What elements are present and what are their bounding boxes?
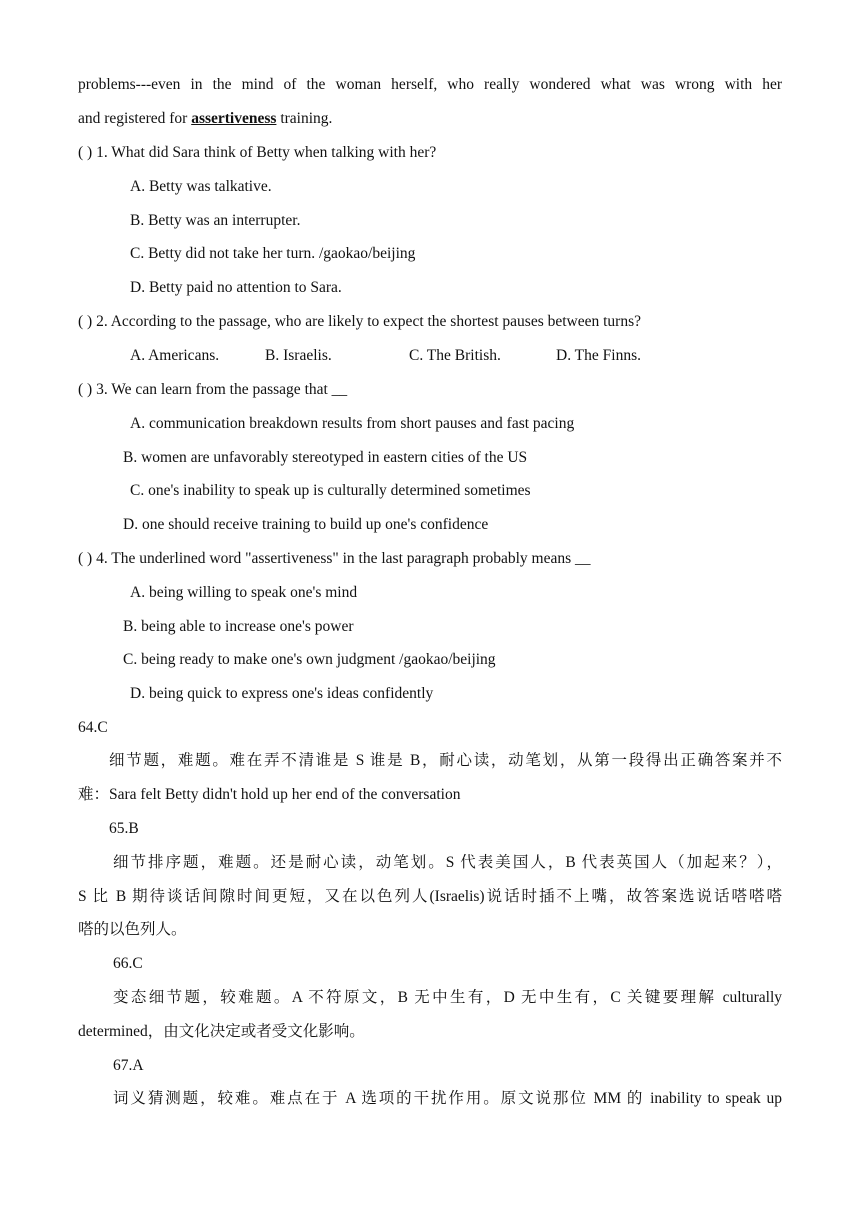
intro-line-2-post: training.: [276, 110, 333, 127]
answer-65-line-3: 嗒的以色列人。: [78, 921, 187, 938]
question-2-option-d: D. The Finns.: [556, 347, 641, 364]
question-3-option-a: A. communication breakdown results from short pauses and fast pacing: [130, 415, 575, 432]
question-4-option-d: D. being quick to express one's ideas confidently: [130, 685, 434, 702]
answer-67-line-1: 词义猜测题，较难。难点在于 A 选项的干扰作用。原文说那位 MM 的 inability to speak up: [113, 1090, 782, 1107]
question-3-option-c: C. one's inability to speak up is culturally determined sometimes: [130, 482, 531, 499]
question-4-option-a: A. being willing to speak one's mind: [130, 584, 358, 601]
intro-line-2: [78, 110, 332, 129]
question-3-stem: ( ) 3. We can learn from the passage that __: [78, 381, 348, 398]
answer-64-line-1: 细节题，难题。难在弄不清谁是 S 谁是 B，耐心读，动笔划，从第一段得出正确答案并不: [109, 752, 782, 769]
question-3-option-b: B. women are unfavorably stereotyped in eastern cities of the US: [123, 449, 528, 466]
question-2-option-b: B. Israelis.: [265, 347, 332, 364]
question-2-option-c: C. The British.: [409, 347, 501, 364]
question-4-option-b: B. being able to increase one's power: [123, 618, 354, 635]
intro-line-1: problems---even in the mind of the woman herself, who really wondered what was wrong with her: [78, 76, 782, 93]
question-1-option-d: D. Betty paid no attention to Sara.: [130, 279, 342, 296]
question-4-option-c: C. being ready to make one's own judgment /gaokao/beijing: [123, 651, 496, 668]
answer-64-line-2: 难：Sara felt Betty didn't hold up her end of the conversation: [78, 786, 461, 803]
question-1-option-a: A. Betty was talkative.: [130, 178, 272, 195]
answer-66-line-1: 变态细节题，较难题。A 不符原文，B 无中生有，D 无中生有，C 关键要理解 culturally: [113, 989, 782, 1006]
answer-65-label: 65.B: [109, 820, 139, 837]
intro-line-2-pre: and registered for: [78, 110, 192, 127]
question-1-option-c: C. Betty did not take her turn. /gaokao/beijing: [130, 245, 416, 262]
question-1-option-b: B. Betty was an interrupter.: [130, 212, 301, 229]
question-2-option-a: A. Americans.: [130, 347, 220, 364]
question-1-stem: ( ) 1. What did Sara think of Betty when talking with her?: [78, 144, 437, 161]
answer-64-label: 64.C: [78, 719, 108, 736]
answer-67-label: 67.A: [113, 1057, 144, 1074]
question-2-stem: ( ) 2. According to the passage, who are likely to expect the shortest pauses between turns?: [78, 313, 641, 330]
answer-65-line-2: S 比 B 期待谈话间隙时间更短，又在以色列人(Israelis)说话时插不上嘴，故答案选说话嗒嗒嗒: [78, 888, 782, 905]
answer-66-label: 66.C: [113, 955, 143, 972]
question-4-stem: ( ) 4. The underlined word "assertiveness" in the last paragraph probably means __: [78, 550, 591, 567]
underlined-word-assertiveness: assertiveness: [191, 110, 277, 127]
question-3-option-d: D. one should receive training to build up one's confidence: [123, 516, 489, 533]
answer-66-line-2: determined，由文化决定或者受文化影响。: [78, 1023, 365, 1040]
answer-65-line-1: 细节排序题，难题。还是耐心读，动笔划。S 代表美国人，B 代表英国人（加起来？），: [113, 854, 782, 871]
